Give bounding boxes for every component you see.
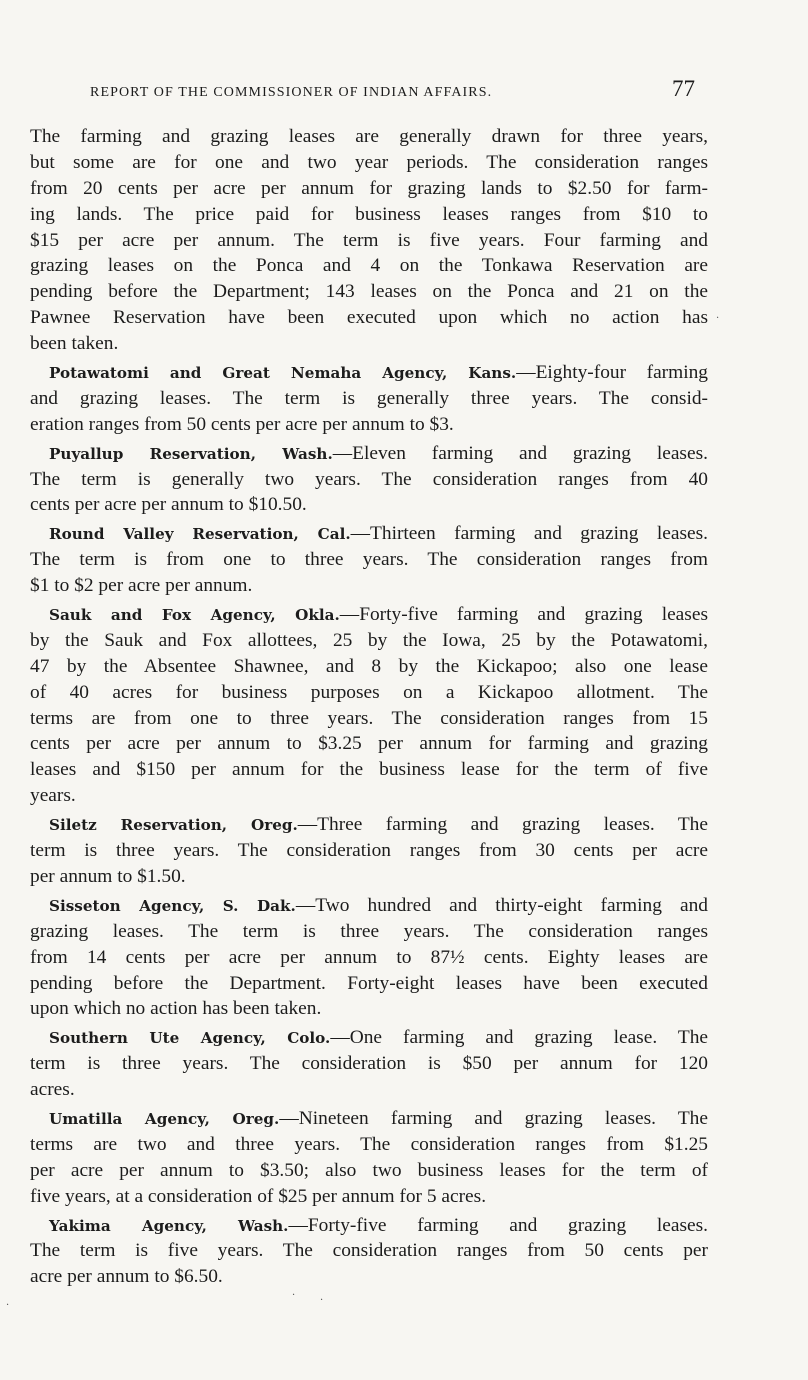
entry-lead: —Eighty-four farming	[516, 362, 708, 384]
text-line: grazing leases. The term is three years. The consideration ranges	[30, 920, 708, 942]
text-line: $1 to $2 per acre per annum.	[30, 575, 253, 597]
text-line: The farming and grazing leases are generally drawn for three years,	[30, 126, 708, 147]
scan-speck: ·	[6, 1300, 10, 1311]
text-line: cents per acre per annum to $3.25 per annum for farming and grazing	[30, 733, 708, 755]
page-number: 77	[672, 76, 695, 101]
entry-first-line	[30, 602, 708, 628]
running-head: REPORT OF THE COMMISSIONER OF INDIAN AFFAIRS.	[90, 85, 493, 100]
text-line: five years, at a consideration of $25 per annum for 5 acres.	[30, 1185, 487, 1207]
text-line: acres.	[30, 1079, 75, 1101]
text-line: upon which no action has been taken.	[30, 998, 322, 1020]
text-line: $15 per acre per annum. The term is five years. Four farming and	[30, 229, 708, 251]
text-line: pending before the Department. Forty-eight leases have been executed	[30, 972, 708, 994]
text-line: leases and $150 per annum for the business lease for the term of five	[30, 759, 708, 781]
text-line: from 20 cents per acre per annum for grazing lands to $2.50 for farm-	[30, 177, 708, 199]
text-line: been taken.	[30, 333, 119, 355]
text-line: grazing leases on the Ponca and 4 on the Tonkawa Reservation are	[30, 255, 708, 277]
entry-heading: Sauk and Fox Agency, Okla.	[49, 606, 340, 625]
entry-lead: —One farming and grazing lease. The	[330, 1027, 708, 1049]
text-line: cents per acre per annum to $10.50.	[30, 494, 307, 516]
text-line: and grazing leases. The term is generally three years. The consid-	[30, 387, 708, 409]
entry-yakima	[30, 1213, 708, 1291]
entry-heading: Siletz Reservation, Oreg.	[49, 816, 298, 835]
entry-lead: —Forty-five farming and grazing leases	[339, 604, 708, 626]
text-line: 47 by the Absentee Shawnee, and 8 by the Kickapoo; also one lease	[30, 655, 708, 677]
text-line: of 40 acres for business purposes on a Kickapoo allotment. The	[30, 681, 708, 703]
entry-first-line	[30, 1213, 708, 1239]
page-header	[0, 76, 808, 106]
entry-heading: Umatilla Agency, Oreg.	[49, 1109, 280, 1128]
entry-umatilla	[30, 1106, 708, 1210]
entry-first-line	[30, 521, 708, 547]
text-line: years.	[30, 785, 76, 807]
entry-round-valley	[30, 521, 708, 599]
entry-lead: —Nineteen farming and grazing leases. The	[279, 1107, 708, 1129]
entry-heading: Potawatomi and Great Nemaha Agency, Kans.	[49, 364, 517, 383]
text-line: but some are for one and two year periods. The consideration ranges	[30, 151, 708, 173]
entry-first-line	[30, 1106, 708, 1132]
text-line: terms are from one to three years. The consideration ranges from 15	[30, 707, 708, 729]
entry-sauk-and-fox	[30, 602, 708, 809]
text-line: pending before the Department; 143 leases on the Ponca and 21 on the	[30, 281, 708, 303]
scan-speck: ·	[292, 1290, 296, 1301]
text-line: term is three years. The consideration is $50 per annum for 120	[30, 1053, 708, 1075]
entry-heading: Yakima Agency, Wash.	[49, 1216, 289, 1235]
entry-lead: —Three farming and grazing leases. The	[297, 814, 708, 836]
entry-lead: —Eleven farming and grazing leases.	[332, 442, 708, 464]
text-line: per annum to $1.50.	[30, 865, 186, 887]
entry-heading: Puyallup Reservation, Wash.	[49, 444, 333, 463]
text-line: The term is from one to three years. The consideration ranges from	[30, 549, 708, 571]
text-line: ing lands. The price paid for business leases ranges from $10 to	[30, 203, 708, 225]
entry-lead: —Thirteen farming and grazing leases.	[350, 523, 708, 545]
text-line: The term is generally two years. The consideration ranges from 40	[30, 468, 708, 490]
entry-heading: Round Valley Reservation, Cal.	[49, 525, 351, 544]
scan-speck: .	[716, 310, 720, 321]
text-line: by the Sauk and Fox allottees, 25 by the Iowa, 25 by the Potawatomi,	[30, 629, 708, 651]
text-line: The term is five years. The consideration ranges from 50 cents per	[30, 1240, 708, 1262]
entry-sisseton	[30, 893, 708, 1022]
text-line: acre per annum to $6.50.	[30, 1266, 223, 1288]
entry-heading: Southern Ute Agency, Colo.	[49, 1029, 331, 1048]
intro-paragraph	[30, 124, 708, 357]
text-line: terms are two and three years. The consideration ranges from $1.25	[30, 1133, 708, 1155]
entry-southern-ute	[30, 1025, 708, 1103]
entry-first-line	[30, 812, 708, 838]
text-line: per acre per annum to $3.50; also two business leases for the term of	[30, 1159, 708, 1181]
entry-first-line	[30, 441, 708, 467]
scan-speck: ·	[320, 1295, 324, 1306]
entry-puyallup	[30, 441, 708, 519]
entry-lead: —Forty-five farming and grazing leases.	[288, 1214, 708, 1236]
entry-heading: Sisseton Agency, S. Dak.	[49, 896, 296, 915]
entry-lead: —Two hundred and thirty-eight farming and	[295, 894, 708, 916]
entry-first-line	[30, 1025, 708, 1051]
entry-potawatomi	[30, 360, 708, 438]
text-line: Pawnee Reservation have been executed upon which no action has	[30, 307, 708, 329]
text-line: eration ranges from 50 cents per acre per annum to $3.	[30, 413, 454, 435]
text-line: term is three years. The consideration ranges from 30 cents per acre	[30, 840, 708, 862]
entry-siletz	[30, 812, 708, 890]
entry-first-line	[30, 893, 708, 919]
body-text	[30, 124, 708, 1290]
entry-first-line	[30, 360, 708, 386]
text-line: from 14 cents per acre per annum to 87½ cents. Eighty leases are	[30, 946, 708, 968]
